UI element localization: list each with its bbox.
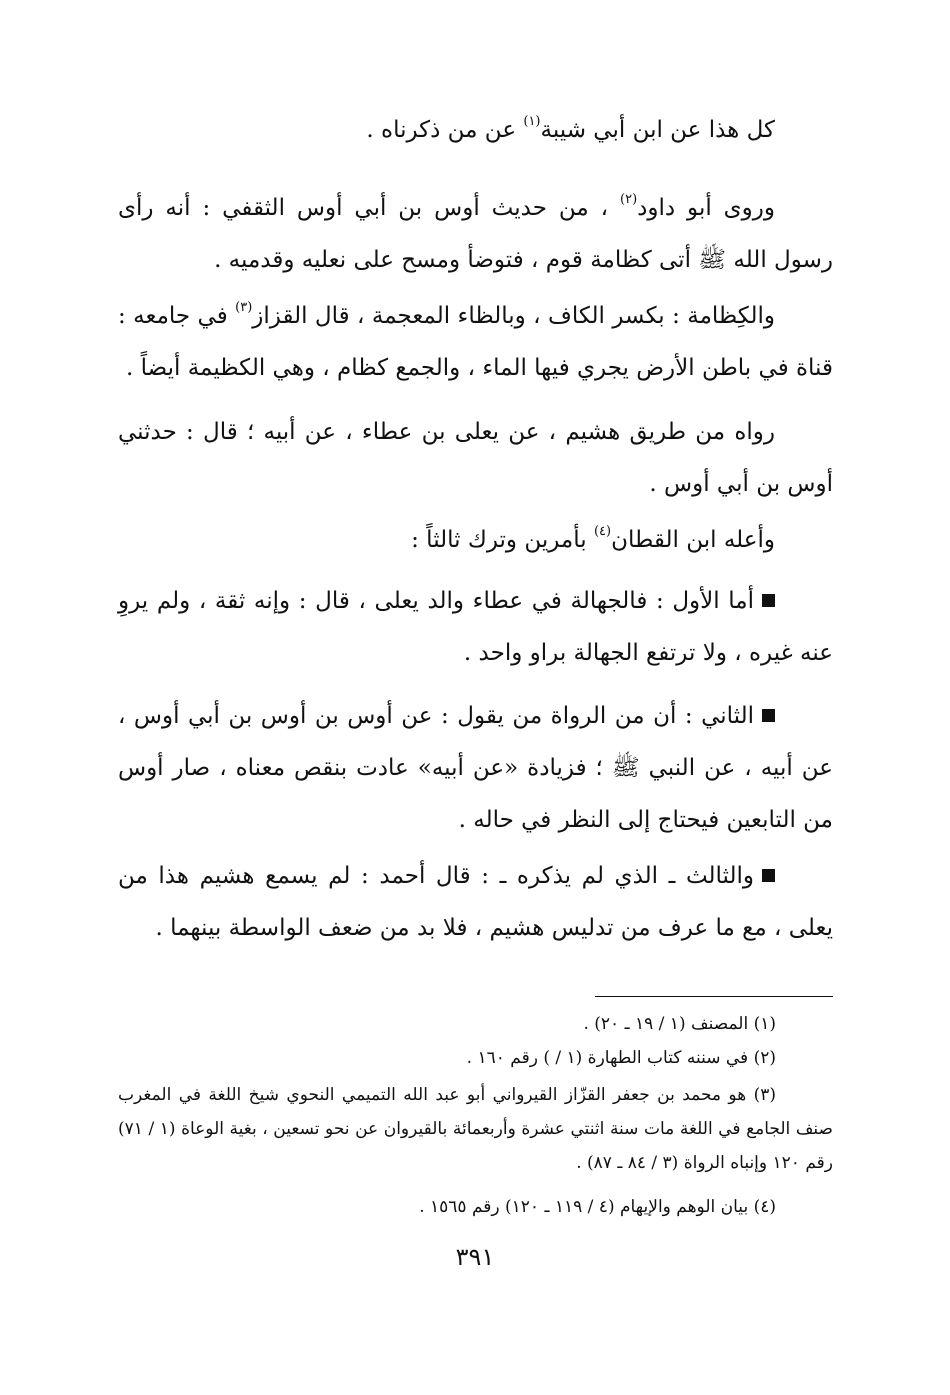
paragraph-2-text-cont: ، من حديث أوس بن أبي أوس الثقفي : أنه رأى رسول الله ﷺ أتى كظامة قوم ، فتوضأ ومسح على نعليه وقدميه . (118, 195, 833, 273)
footnote-2 (118, 1041, 833, 1075)
paragraph-8 (118, 850, 833, 954)
footnote-3-text: (٣) هو محمد بن جعفر القزّاز القيرواني أبو عبد الله التميمي النحوي شيخ اللغة في المغرب صنف الجامع في اللغة مات سنة اثنتي عشرة وأربعمائة بالقيروان عن نحو تسعين ، بغية الوعاة (١ / ٧١) رقم ١٢٠ وإنباه الرواة (٣ / ٨٤ ـ ٨٧) . (118, 1085, 833, 1173)
paragraph-4-text: رواه من طريق هشيم ، عن يعلى بن عطاء ، عن أبيه ؛ قال : حدثني أوس بن أبي أوس . (118, 419, 833, 497)
paragraph-1 (118, 104, 833, 156)
footnote-3 (118, 1078, 833, 1180)
paragraph-5-text-cont: بأمرين وترك ثالثاً : (411, 527, 594, 553)
footnote-1-text: (١) المصنف (١ / ١٩ ـ ٢٠) . (583, 1014, 776, 1034)
footnote-separator (595, 996, 833, 997)
footnote-4 (118, 1190, 833, 1224)
paragraph-5-text: وأعله ابن القطان (611, 527, 775, 553)
paragraph-3-text-cont: في جامعه : قناة في باطن الأرض يجري فيها الماء ، والجمع كظام ، وهي الكظيمة أيضاً . (118, 303, 833, 381)
paragraph-1-text: كل هذا عن ابن أبي شيبة (540, 117, 775, 143)
paragraph-4 (118, 406, 833, 510)
paragraph-6-text: أما الأول : فالجهالة في عطاء والد يعلى ، قال : وإنه ثقة ، ولم يروِ عنه غيره ، ولا ترتفع الجهالة براو واحد . (118, 588, 833, 666)
paragraph-3-text: والكِظامة : بكسر الكاف ، وبالظاء المعجمة ، قال القزاز (252, 303, 775, 329)
footnote-1 (118, 1007, 833, 1041)
square-bullet-icon (762, 869, 775, 882)
paragraph-5 (118, 514, 833, 566)
square-bullet-icon (762, 709, 775, 722)
paragraph-8-text: والثالث ـ الذي لم يذكره ـ : قال أحمد : لم يسمع هشيم هذا من يعلى ، مع ما عرف من تدليس هشيم ، فلا بد من ضعف الواسطة بينهما . (118, 863, 833, 941)
footnote-ref-4: (٤) (593, 524, 612, 539)
footnote-2-text: (٢) في سننه كتاب الطهارة (١ / ) رقم ١٦٠ . (466, 1048, 776, 1068)
paragraph-3 (118, 290, 833, 394)
square-bullet-icon (762, 594, 775, 607)
paragraph-1-text-cont: عن من ذكرناه . (366, 117, 524, 143)
footnote-ref-2: (٢) (620, 192, 638, 207)
paragraph-2-text: وروى أبو داود (637, 195, 775, 221)
paragraph-2 (118, 182, 833, 286)
footnote-4-text: (٤) بيان الوهم والإيهام (٤ / ١١٩ ـ ١٢٠) رقم ١٥٦٥ . (419, 1197, 776, 1217)
footnote-ref-1: (١) (523, 114, 541, 129)
page-number: ٣٩١ (455, 1243, 495, 1271)
paragraph-7-text: الثاني : أن من الرواة من يقول : عن أوس بن أوس بن أبي أوس ، عن أبيه ، عن النبي ﷺ ؛ فزيادة «عن أبيه» عادت بنقص معناه ، صار أوس من التابعين فيحتاج إلى النظر في حاله . (118, 703, 833, 833)
paragraph-7 (118, 690, 833, 846)
footnote-ref-3: (٣) (235, 300, 253, 315)
paragraph-6 (118, 575, 833, 679)
